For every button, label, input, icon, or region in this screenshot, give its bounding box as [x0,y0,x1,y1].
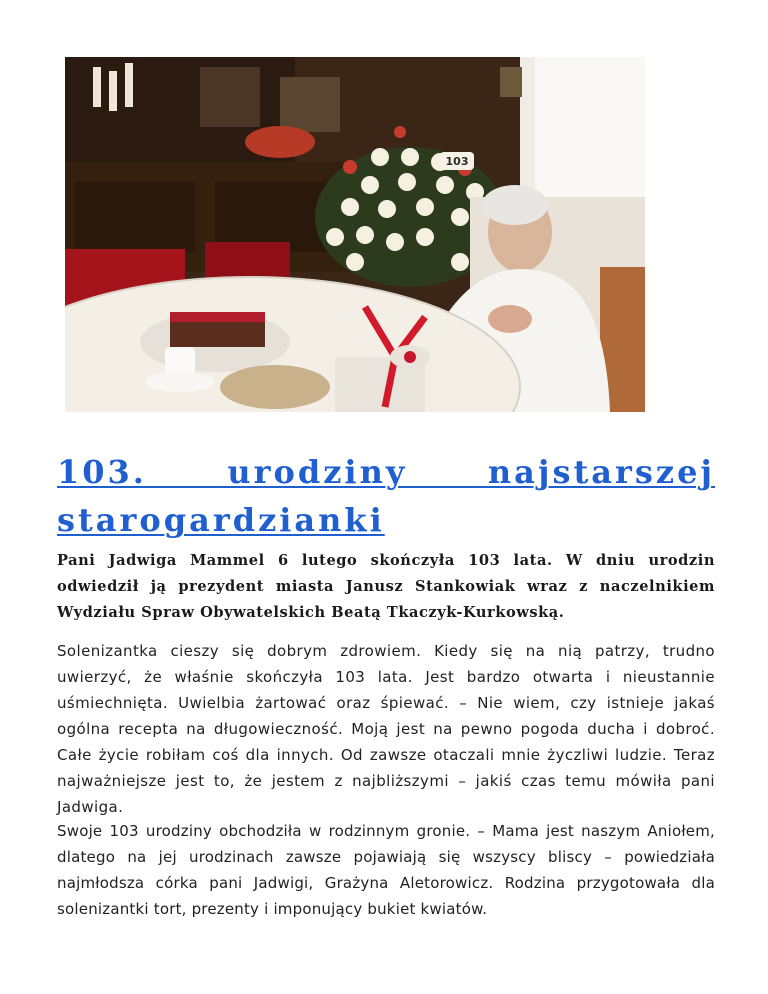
article-photo [65,57,645,412]
article-paragraph-1: Solenizantka cieszy się dobrym zdrowiem. Kiedy się na nią patrzy, trudno uwierzyć, że właśnie skończyła 103 lata. Jest bardzo otwarta i nieustannie uśmiechnięta. Uwielbia żartować oraz śpiewać. – Nie wiem, czy istnieje jakaś ogólna recepta na długowieczność. Moją jest na pewno pogoda ducha i dobroć. Całe życie robiłam coś dla innych. Od zawsze otaczali mnie życzliwi ludzie. Teraz najważniejsze jest to, że jestem z najbliższymi – jakiś czas temu mówiła pani Jadwiga. [57,642,715,816]
article-lead: Pani Jadwiga Mammel 6 lutego skończyła 103 lata. W dniu urodzin odwiedził ją prezydent miasta Janusz Stankowiak wraz z naczelnikiem Wydziału Spraw Obywatelskich Beatą Tkaczyk-Kurkowską. [57,552,715,621]
article-title-link[interactable]: 103. urodziny najstarszej starogardzianki [57,453,715,539]
cake-number-label: 103 [445,155,469,168]
article-title [57,448,715,544]
article-paragraph-2: Swoje 103 urodziny obchodziła w rodzinnym gronie. – Mama jest naszym Aniołem, dlatego na jej urodzinach zawsze pojawiają się wszyscy bliscy – powiedziała najmłodsza córka pani Jadwigi, Grażyna Aletorowicz. Rodzina przygotowała dla solenizantki tort, prezenty i imponujący bukiet kwiatów. [57,822,715,918]
